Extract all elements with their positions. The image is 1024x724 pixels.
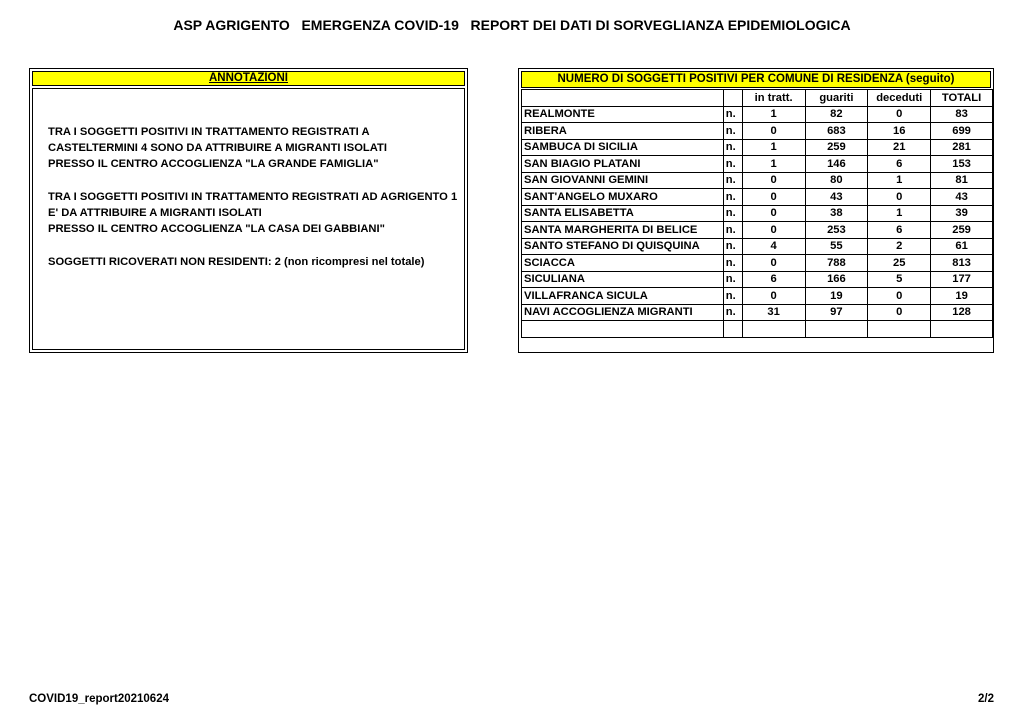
- cell-unit: n.: [723, 288, 742, 305]
- cell-in-tratt: 0: [742, 222, 805, 239]
- table-row-empty: [522, 321, 993, 338]
- cell-deceduti: 21: [868, 139, 931, 156]
- cell-in-tratt: 0: [742, 189, 805, 206]
- cell-in-tratt: 0: [742, 205, 805, 222]
- table-row: [522, 172, 993, 189]
- table-row: [522, 156, 993, 173]
- annotation-line: TRA I SOGGETTI POSITIVI IN TRATTAMENTO REGISTRATI AD AGRIGENTO 1: [48, 190, 458, 203]
- cell-empty: [723, 321, 742, 338]
- cell-deceduti: 2: [868, 238, 931, 255]
- cell-unit: n.: [723, 189, 742, 206]
- annotation-line: [48, 237, 457, 253]
- cell-guariti: 166: [805, 271, 868, 288]
- cell-guariti: 146: [805, 156, 868, 173]
- cell-totali: 813: [931, 255, 993, 272]
- cell-totali: 83: [931, 106, 993, 123]
- cell-unit: n.: [723, 222, 742, 239]
- cell-unit: n.: [723, 205, 742, 222]
- cell-guariti: 55: [805, 238, 868, 255]
- annotations-header: [32, 71, 465, 86]
- cell-guariti: 82: [805, 106, 868, 123]
- cell-comune: SAN GIOVANNI GEMINI: [522, 172, 724, 189]
- cell-guariti: 259: [805, 139, 868, 156]
- cell-unit: n.: [723, 156, 742, 173]
- annotation-line: PRESSO IL CENTRO ACCOGLIENZA "LA GRANDE FAMIGLIA": [48, 158, 379, 171]
- annotation-line: E' DA ATTRIBUIRE A MIGRANTI ISOLATI: [48, 206, 262, 219]
- table-row: [522, 106, 993, 123]
- cell-in-tratt: 0: [742, 288, 805, 305]
- cell-unit: n.: [723, 106, 742, 123]
- cell-comune: SAMBUCA DI SICILIA: [522, 139, 724, 156]
- cell-deceduti: 16: [868, 123, 931, 140]
- annotation-line: TRA I SOGGETTI POSITIVI IN TRATTAMENTO REGISTRATI A: [48, 126, 370, 138]
- cell-totali: 19: [931, 288, 993, 305]
- cases-table-box: [518, 68, 994, 353]
- header-unit: [723, 90, 742, 107]
- cell-unit: n.: [723, 139, 742, 156]
- table-row: [522, 255, 993, 272]
- cell-comune: SANTA ELISABETTA: [522, 205, 724, 222]
- cell-deceduti: 25: [868, 255, 931, 272]
- annotation-line: SOGGETTI RICOVERATI NON RESIDENTI: 2 (non ricompresi nel totale): [48, 255, 425, 268]
- cell-in-tratt: 1: [742, 106, 805, 123]
- cell-unit: n.: [723, 304, 742, 321]
- table-row: [522, 139, 993, 156]
- cell-deceduti: 6: [868, 222, 931, 239]
- cell-totali: 699: [931, 123, 993, 140]
- cell-in-tratt: 31: [742, 304, 805, 321]
- cases-table-header: NUMERO DI SOGGETTI POSITIVI PER COMUNE DI RESIDENZA (seguito): [521, 71, 991, 88]
- cell-empty: [805, 321, 868, 338]
- cell-deceduti: 1: [868, 205, 931, 222]
- annotation-line: [48, 173, 457, 189]
- annotations-header-label: ANNOTAZIONI: [208, 72, 288, 84]
- cell-comune: RIBERA: [522, 123, 724, 140]
- cell-totali: 81: [931, 172, 993, 189]
- annotations-body: [32, 88, 465, 350]
- cell-guariti: 788: [805, 255, 868, 272]
- cell-guariti: 97: [805, 304, 868, 321]
- table-header-row: [522, 90, 993, 107]
- cell-empty: [742, 321, 805, 338]
- cell-in-tratt: 1: [742, 139, 805, 156]
- cell-guariti: 43: [805, 189, 868, 206]
- cell-deceduti: 5: [868, 271, 931, 288]
- page-number: 2/2: [978, 693, 994, 705]
- cell-deceduti: 1: [868, 172, 931, 189]
- cell-in-tratt: 0: [742, 172, 805, 189]
- cell-totali: 281: [931, 139, 993, 156]
- cell-comune: SICULIANA: [522, 271, 724, 288]
- cell-unit: n.: [723, 172, 742, 189]
- cell-comune: NAVI ACCOGLIENZA MIGRANTI: [522, 304, 724, 321]
- cell-in-tratt: 4: [742, 238, 805, 255]
- table-row: [522, 271, 993, 288]
- table-row: [522, 123, 993, 140]
- cell-deceduti: 0: [868, 304, 931, 321]
- cell-comune: SAN BIAGIO PLATANI: [522, 156, 724, 173]
- cell-totali: 128: [931, 304, 993, 321]
- cell-guariti: 38: [805, 205, 868, 222]
- cell-comune: SANTA MARGHERITA DI BELICE: [522, 222, 724, 239]
- cell-totali: 153: [931, 156, 993, 173]
- cell-in-tratt: 0: [742, 123, 805, 140]
- table-row: [522, 205, 993, 222]
- cell-guariti: 253: [805, 222, 868, 239]
- cell-guariti: 683: [805, 123, 868, 140]
- cell-totali: 177: [931, 271, 993, 288]
- cell-totali: 39: [931, 205, 993, 222]
- header-deceduti: deceduti: [868, 90, 931, 107]
- annotation-line: PRESSO IL CENTRO ACCOGLIENZA "LA CASA DEI GABBIANI": [48, 223, 385, 236]
- cell-unit: n.: [723, 238, 742, 255]
- table-row: [522, 288, 993, 305]
- cell-unit: n.: [723, 271, 742, 288]
- cell-unit: n.: [723, 255, 742, 272]
- table-row: [522, 189, 993, 206]
- table-body: [522, 106, 993, 337]
- cell-guariti: 80: [805, 172, 868, 189]
- cell-deceduti: 0: [868, 189, 931, 206]
- table-row: [522, 238, 993, 255]
- header-comune: [522, 90, 724, 107]
- cell-comune: VILLAFRANCA SICULA: [522, 288, 724, 305]
- table-row: [522, 304, 993, 321]
- cell-totali: 43: [931, 189, 993, 206]
- cell-in-tratt: 1: [742, 156, 805, 173]
- annotations-box: [29, 68, 468, 353]
- page-title: ASP AGRIGENTO EMERGENZA COVID-19 REPORT DEI DATI DI SORVEGLIANZA EPIDEMIOLOGICA: [173, 17, 851, 33]
- cell-empty: [868, 321, 931, 338]
- cell-comune: SANTO STEFANO DI QUISQUINA: [522, 238, 724, 255]
- report-filename: COVID19_report20210624: [29, 693, 169, 705]
- header-totali: TOTALI: [931, 90, 993, 107]
- cell-comune: SANT'ANGELO MUXARO: [522, 189, 724, 206]
- cell-totali: 259: [931, 222, 993, 239]
- cell-deceduti: 0: [868, 288, 931, 305]
- annotations-text: [48, 124, 457, 270]
- annotation-line: CASTELTERMINI 4 SONO DA ATTRIBUIRE A MIGRANTI ISOLATI: [48, 142, 387, 155]
- cell-totali: 61: [931, 238, 993, 255]
- cell-guariti: 19: [805, 288, 868, 305]
- cell-empty: [931, 321, 993, 338]
- header-in-tratt: in tratt.: [742, 90, 805, 107]
- cell-empty: [522, 321, 724, 338]
- cell-comune: REALMONTE: [522, 106, 724, 123]
- cell-deceduti: 0: [868, 106, 931, 123]
- header-guariti: guariti: [805, 90, 868, 107]
- cases-table: [521, 89, 993, 338]
- table-row: [522, 222, 993, 239]
- cell-comune: SCIACCA: [522, 255, 724, 272]
- cell-deceduti: 6: [868, 156, 931, 173]
- cell-in-tratt: 6: [742, 271, 805, 288]
- cell-in-tratt: 0: [742, 255, 805, 272]
- cell-unit: n.: [723, 123, 742, 140]
